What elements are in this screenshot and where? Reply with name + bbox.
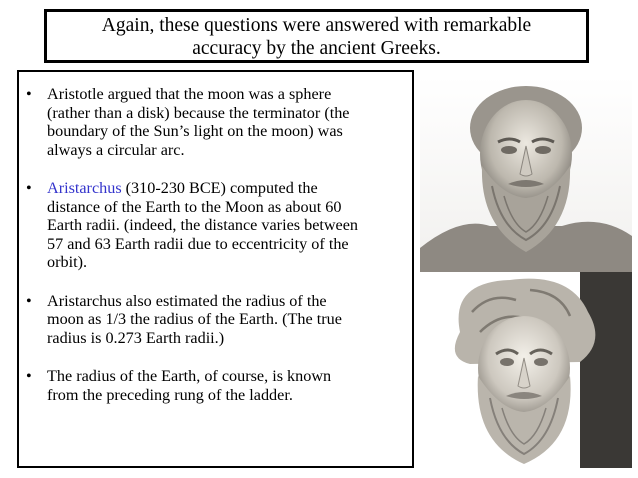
bullet-line: moon as 1/3 the radius of the Earth. (The true xyxy=(47,310,342,328)
bullet-line: radius is 0.273 Earth radii.) xyxy=(47,328,225,347)
bullet-item xyxy=(22,85,402,159)
bullet-line: boundary of the Sun’s light on the moon) was xyxy=(47,122,343,140)
bullet-line-rest: (310-230 BCE) computed the xyxy=(121,179,318,197)
bullet-line: • The radius of the Earth, of course, is known xyxy=(47,367,332,385)
title-line-1: Again, these questions were answered with remarkable xyxy=(101,15,532,36)
bullet-line: always a circular arc. xyxy=(47,140,185,159)
title-line-2: accuracy by the ancient Greeks. xyxy=(192,38,441,59)
slide-title xyxy=(44,9,589,63)
aristarchus-bust-image xyxy=(420,272,632,468)
bullet-line: orbit). xyxy=(47,253,88,271)
highlight-aristarchus: Aristarchus xyxy=(47,179,122,197)
aristotle-bust-image xyxy=(420,76,632,272)
bullet-list xyxy=(22,85,402,424)
aristotle-bust-icon xyxy=(420,76,632,272)
bullet-item xyxy=(22,179,402,272)
bullet-line: (rather than a disk) because the terminator (the xyxy=(47,103,350,122)
bullet-item xyxy=(22,367,402,404)
bullet-line: from the preceding rung of the ladder. xyxy=(47,385,293,404)
aristarchus-bust-icon xyxy=(420,272,632,468)
bullet-line: • Aristotle argued that the moon was a sphere xyxy=(47,85,332,103)
bullet-item xyxy=(22,292,402,348)
bullet-line: 57 and 63 Earth radii due to eccentricity of the xyxy=(47,234,349,253)
bullet-line: distance of the Earth to the Moon as about 60 xyxy=(47,197,342,216)
bullet-line: • Aristarchus also estimated the radius of the xyxy=(47,291,327,310)
bullet-line xyxy=(47,179,402,198)
bullet-line: Earth radii. (indeed, the distance varies between xyxy=(47,216,359,234)
